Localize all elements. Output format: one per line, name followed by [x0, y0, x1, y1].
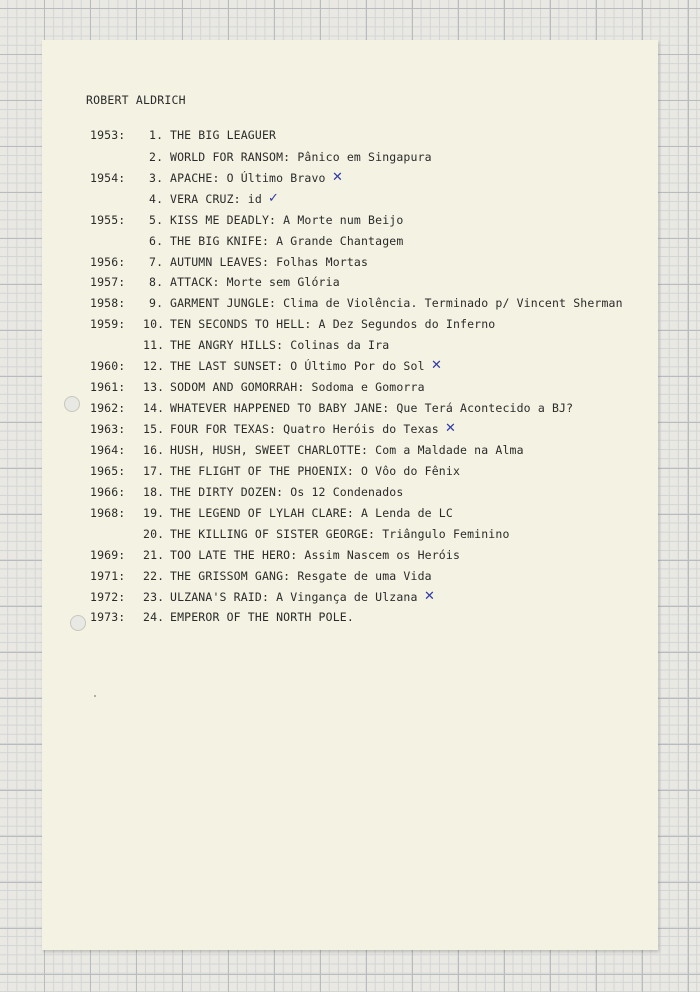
- film-title: EMPEROR OF THE NORTH POLE.: [170, 610, 354, 624]
- film-title: TOO LATE THE HERO: Assim Nascem os Heróis: [170, 548, 461, 562]
- film-year: 1959:: [90, 317, 126, 331]
- film-number: 24.: [143, 610, 165, 624]
- film-title: VERA CRUZ: id: [170, 192, 262, 206]
- film-title: APACHE: O Último Bravo: [170, 171, 326, 185]
- film-title: THE BIG KNIFE: A Grande Chantagem: [170, 234, 404, 248]
- film-title: FOUR FOR TEXAS: Quatro Heróis do Texas: [170, 422, 439, 436]
- film-number: 7.: [149, 255, 164, 269]
- film-title: THE FLIGHT OF THE PHOENIX: O Vôo do Fênix: [170, 464, 461, 478]
- film-year: 1973:: [90, 610, 126, 624]
- film-title: GARMENT JUNGLE: Clima de Violência. Terminado p/ Vincent Sherman: [170, 296, 623, 310]
- film-year: 1971:: [90, 569, 126, 583]
- film-year: 1965:: [90, 464, 126, 478]
- film-title: THE LAST SUNSET: O Último Por do Sol: [170, 359, 425, 373]
- film-title: THE DIRTY DOZEN: Os 12 Condenados: [170, 485, 404, 499]
- film-number: 16.: [143, 443, 165, 457]
- film-title: KISS ME DEADLY: A Morte num Beijo: [170, 213, 404, 227]
- film-number: 1.: [149, 128, 164, 142]
- pen-cross-mark: ✕: [332, 170, 344, 185]
- film-title: WORLD FOR RANSOM: Pânico em Singapura: [170, 150, 432, 164]
- film-year: 1954:: [90, 171, 126, 185]
- film-title: THE LEGEND OF LYLAH CLARE: A Lenda de LC: [170, 506, 453, 520]
- film-number: 18.: [143, 485, 165, 499]
- film-title: SODOM AND GOMORRAH: Sodoma e Gomorra: [170, 380, 425, 394]
- paper-speck: [94, 695, 96, 697]
- pen-cross-mark: ✕: [431, 358, 443, 373]
- film-year: 1972:: [90, 590, 126, 604]
- film-title: ULZANA'S RAID: A Vingança de Ulzana: [170, 590, 418, 604]
- pen-cross-mark: ✕: [445, 421, 457, 436]
- punch-hole-top: [64, 396, 80, 412]
- film-title: HUSH, HUSH, SWEET CHARLOTTE: Com a Maldade na Alma: [170, 443, 524, 457]
- film-number: 12.: [143, 359, 165, 373]
- film-title: THE GRISSOM GANG: Resgate de uma Vida: [170, 569, 432, 583]
- film-number: 20.: [143, 527, 165, 541]
- film-title: ATTACK: Morte sem Glória: [170, 275, 340, 289]
- film-year: 1962:: [90, 401, 126, 415]
- film-number: 19.: [143, 506, 165, 520]
- film-year: 1968:: [90, 506, 126, 520]
- film-number: 2.: [149, 150, 164, 164]
- film-year: 1958:: [90, 296, 126, 310]
- film-number: 10.: [143, 317, 165, 331]
- film-year: 1956:: [90, 255, 126, 269]
- film-number: 23.: [143, 590, 165, 604]
- film-year: 1957:: [90, 275, 126, 289]
- film-year: 1964:: [90, 443, 126, 457]
- film-number: 22.: [143, 569, 165, 583]
- film-number: 5.: [149, 213, 164, 227]
- film-number: 8.: [149, 275, 164, 289]
- film-number: 21.: [143, 548, 165, 562]
- film-number: 15.: [143, 422, 165, 436]
- film-number: 14.: [143, 401, 165, 415]
- pen-check-mark: ✓: [268, 191, 280, 206]
- film-year: 1969:: [90, 548, 126, 562]
- page-heading: ROBERT ALDRICH: [86, 93, 186, 107]
- film-year: 1963:: [90, 422, 126, 436]
- film-number: 13.: [143, 380, 165, 394]
- film-number: 11.: [143, 338, 165, 352]
- film-title: THE BIG LEAGUER: [170, 128, 277, 142]
- film-number: 6.: [149, 234, 164, 248]
- film-number: 9.: [149, 296, 164, 310]
- film-year: 1961:: [90, 380, 126, 394]
- punch-hole-bottom: [70, 615, 86, 631]
- film-year: 1955:: [90, 213, 126, 227]
- film-number: 4.: [149, 192, 164, 206]
- film-year: 1960:: [90, 359, 126, 373]
- film-title: TEN SECONDS TO HELL: A Dez Segundos do Inferno: [170, 317, 496, 331]
- pen-cross-mark: ✕: [424, 589, 436, 604]
- film-year: 1966:: [90, 485, 126, 499]
- film-title: AUTUMN LEAVES: Folhas Mortas: [170, 255, 369, 269]
- film-title: THE KILLING OF SISTER GEORGE: Triângulo Feminino: [170, 527, 510, 541]
- film-number: 17.: [143, 464, 165, 478]
- film-title: THE ANGRY HILLS: Colinas da Ira: [170, 338, 390, 352]
- film-title: WHATEVER HAPPENED TO BABY JANE: Que Terá Acontecido a BJ?: [170, 401, 574, 415]
- film-year: 1953:: [90, 128, 126, 142]
- film-number: 3.: [149, 171, 164, 185]
